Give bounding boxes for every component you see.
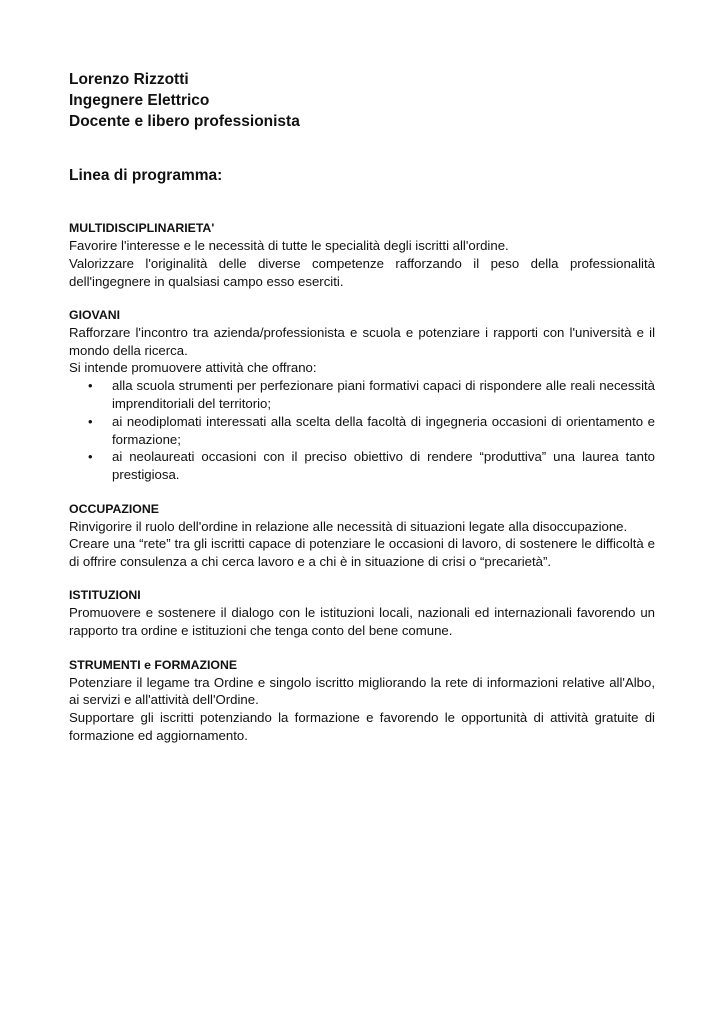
section-paragraph: Creare una “rete” tra gli iscritti capace di potenziare le occasioni di lavoro, di sostenere le difficoltà e di offrire consulenza a chi cerca lavoro e a chi è in situazione di crisi o “precarietà”. [69,536,655,570]
section-paragraph: Potenziare il legame tra Ordine e singolo iscritto migliorando la rete di informazioni relative all'Albo, ai servizi e all'attività dell'Ordine. [69,674,655,708]
section-paragraph: Rafforzare l'incontro tra azienda/professionista e scuola e potenziare i rapporti con l'università e il mondo della ricerca. [69,324,655,358]
bullet-text: alla scuola strumenti per perfezionare piani formativi capaci di rispondere alle reali necessità imprenditoriali del territorio; [112,378,655,412]
bullet-text: ai neolaureati occasioni con il preciso obiettivo di rendere “produttiva” una laurea tanto prestigiosa. [112,449,655,483]
section-title: OCCUPAZIONE [69,501,159,516]
section-paragraph: Si intende promuovere attività che offrano: [69,360,317,376]
program-section [69,306,655,484]
section-paragraph: Promuovere e sostenere il dialogo con le istituzioni locali, nazionali ed internazionali favorendo un rapporto tra ordine e istituzioni che tenga conto del bene comune. [69,605,655,639]
section-paragraph: Rinvigorire il ruolo dell'ordine in relazione alle necessità di situazioni legate alla disoccupazione. [69,518,628,534]
section-title: STRUMENTI e FORMAZIONE [69,657,238,672]
section-title: MULTIDISCIPLINARIETA' [69,221,215,235]
section-title: ISTITUZIONI [69,588,141,603]
bullet-list [69,377,655,484]
bullet-item [69,448,655,484]
author-header [69,69,655,132]
bullet-item [69,413,655,449]
bullet-icon: • [88,449,93,465]
author-title: Ingegnere Elettrico [69,92,210,109]
bullet-icon: • [88,378,93,394]
program-section [69,656,655,745]
program-section [69,500,655,571]
author-name: Lorenzo Rizzotti [69,71,189,88]
program-section [69,219,655,290]
program-sections [69,219,655,745]
bullet-text: ai neodiplomati interessati alla scelta della facoltà di ingegneria occasioni di orientamento e formazione; [112,413,655,447]
program-section [69,586,655,640]
section-paragraph: Favorire l'interesse e le necessità di tutte le specialità degli iscritti all'ordine. [69,238,509,253]
program-title: Linea di programma: [69,167,223,184]
document-content [69,69,655,760]
section-paragraph: Supportare gli iscritti potenziando la formazione e favorendo le opportunità di attività gratuite di formazione ed aggiornamento. [69,710,655,743]
bullet-item [69,377,655,413]
author-role: Docente e libero professionista [69,113,300,130]
bullet-icon: • [88,413,93,429]
section-title: GIOVANI [69,307,121,322]
section-paragraph: Valorizzare l'originalità delle diverse competenze rafforzando il peso della professionalità dell'ingegnere in qualsiasi campo esso eserciti. [69,255,655,289]
